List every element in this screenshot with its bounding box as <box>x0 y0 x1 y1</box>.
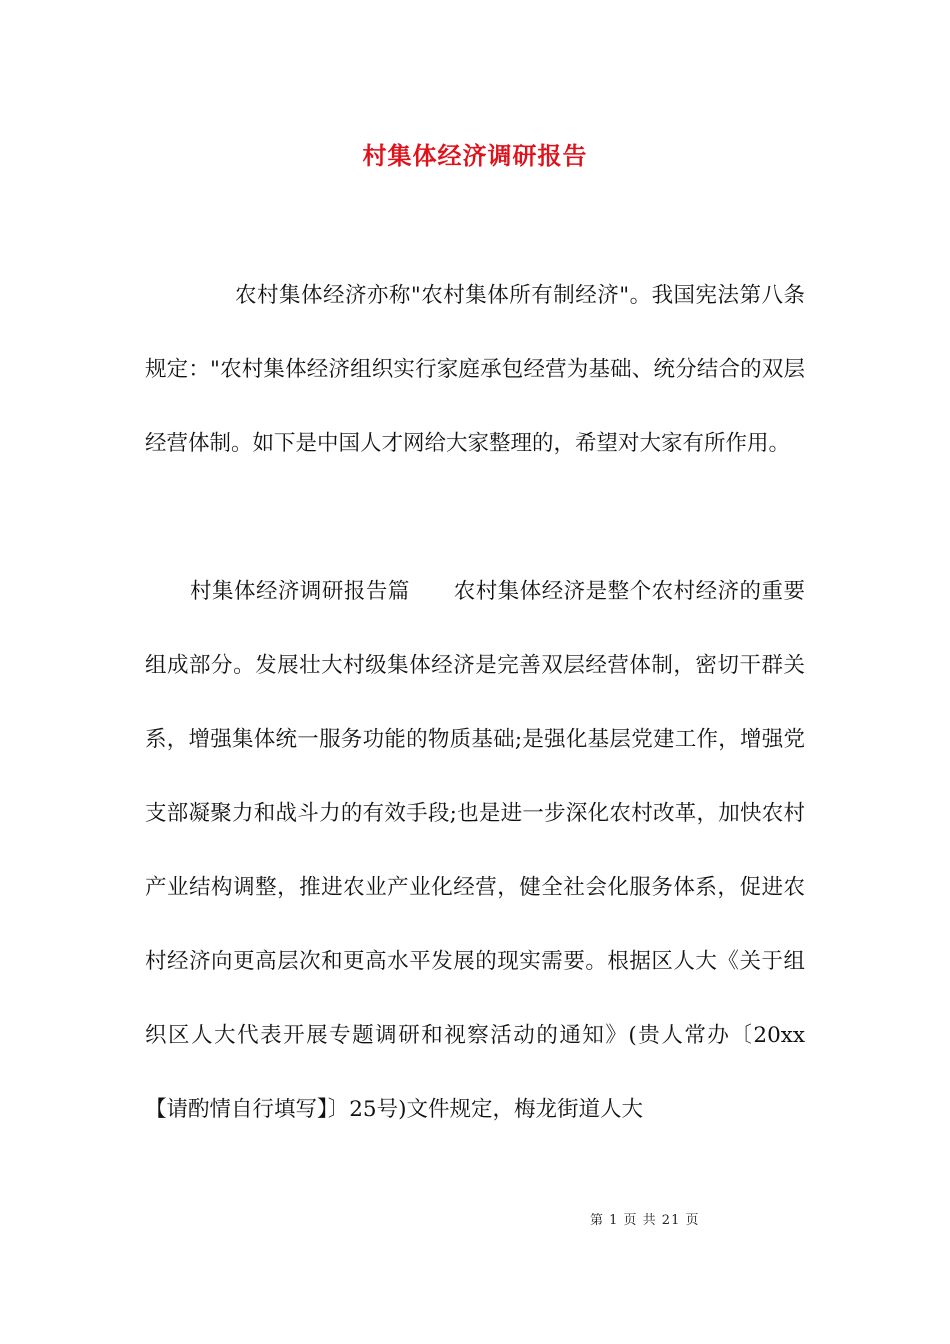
paragraph-report: 村集体经济调研报告篇 农村集体经济是整个农村经济的重要组成部分。发展壮大村级集体经济是完善双层经营体制，密切干群关系，增强集体统一服务功能的物质基础;是强化基层党建工作，增强党支部凝聚力和战斗力的有效手段;也是进一步深化农村改革，加快农村产业结构调整，推进农业产业化经营，健全社会化服务体系，促进农村经济向更高层次和更高水平发展的现实需要。根据区人大《关于组织区人大代表开展专题调研和视察活动的通知》(贵人常办〔20xx【请酌情自行填写】〕25号)文件规定，梅龙街道人大 <box>145 579 805 1122</box>
page-title: 村集体经济调研报告 <box>362 141 588 170</box>
page-number-footer: 第 1 页 共 21 页 <box>590 1213 700 1228</box>
paragraph-intro: 农村集体经济亦称"农村集体所有制经济"。我国宪法第八条规定："农村集体经济组织实行家庭承包经营为基础、统分结合的双层经营体制。如下是中国人才网给大家整理的，希望对大家有所作用。 <box>145 283 805 456</box>
